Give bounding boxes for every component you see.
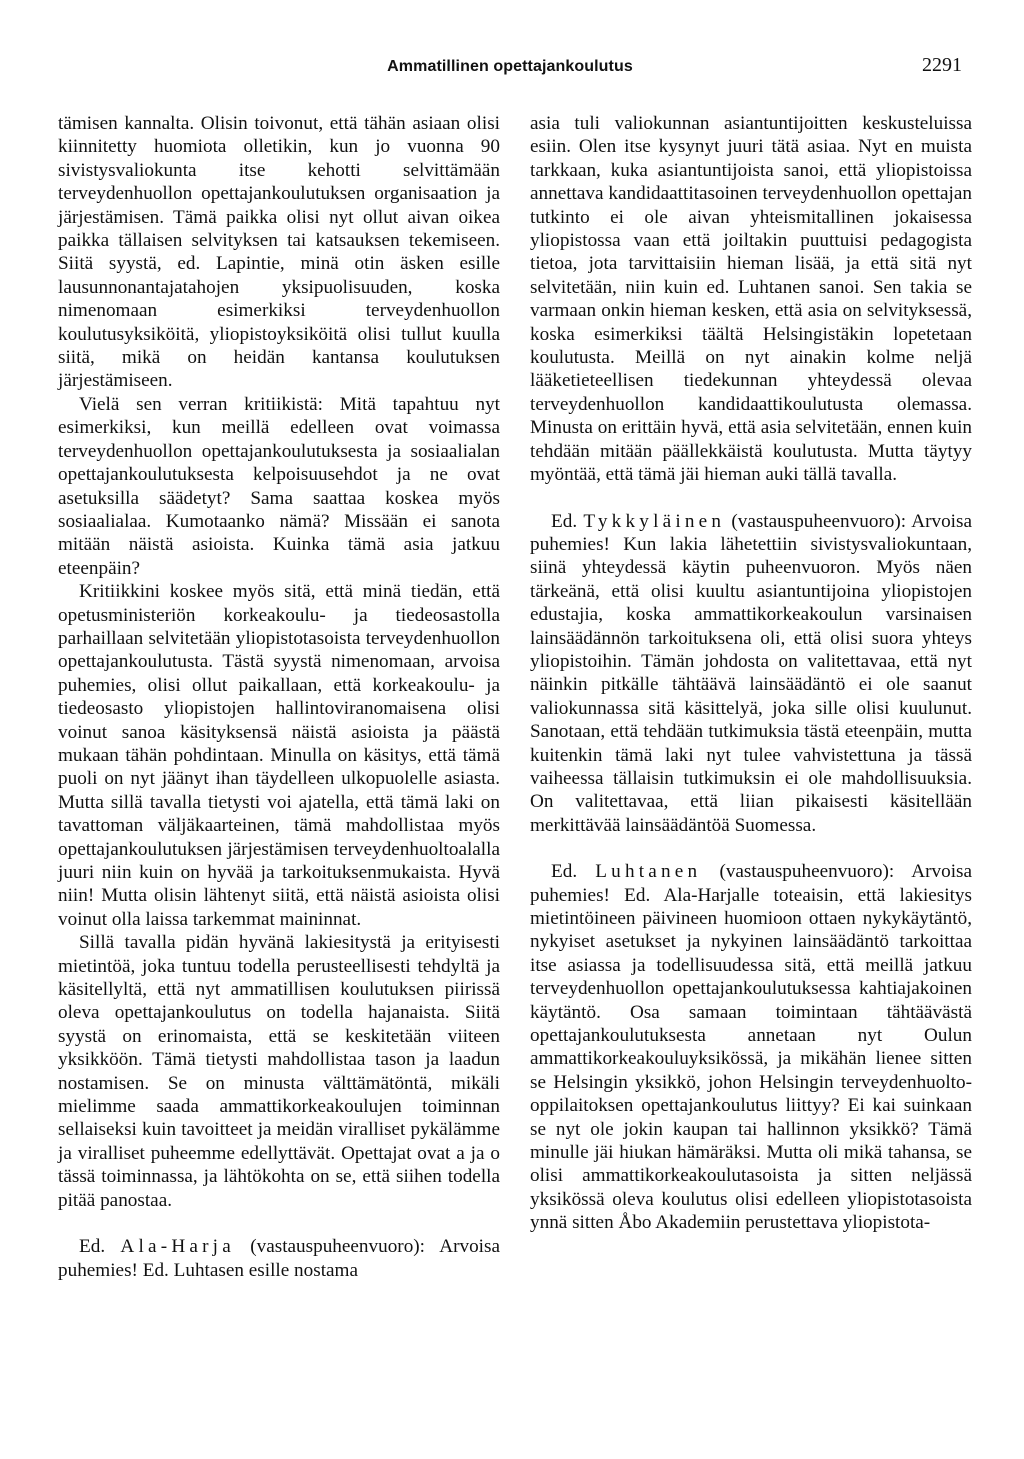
speaker-name: Ala-Harja — [120, 1236, 235, 1258]
speaker-name: Tykkyläinen — [583, 510, 726, 532]
right-column — [530, 112, 972, 1235]
running-title: Ammatillinen opettajankoulutus — [387, 58, 633, 75]
paragraph: tämisen kannalta. Olisin toivonut, että tähän asiaan olisi kiinnitetty huomiota olletikin, kun jo vuonna 90 sivistysvaliokunta itse kehotti selvittämään terveydenhuollon opettajankoulutuksen organisaation ja järjestämisen. Tämä paikka olisi nyt ollut aivan oikea paikka tällaisen selvityksen tai katsauksen tekemiseen. Siitä syystä, ed. Lapintie, minä otin äsken esille lausunnonantajatahojen yksipuolisuuden, koska nimenomaan esimerkiksi terveydenhuollon koulutusyksiköitä, yliopistoyksiköitä olisi tullut kuulla siitä, mikä on heidän kantansa koulutuksen järjestämiseen. — [58, 113, 500, 392]
speech-paragraph — [530, 510, 972, 838]
speech-text: (vastauspuheenvuoro): Arvoisa puhemies! Ed. Luhtasen esille nostama — [58, 1236, 500, 1281]
speech-paragraph — [58, 1235, 500, 1282]
paragraph: Vielä sen verran kritiikistä: Mitä tapahtuu nyt esimerkiksi, kun meillä edelleen ovat voimassa terveydenhuollon opettajankoulutuksesta ja sosiaalialan opettajankoulutuksesta kelpoisuusehdot ja ne ovat asetuksilla säädetyt? Sama saattaa koskea myös sosiaalialaa. Kumotaanko nämä? Missään ei sanota mitään näistä asioista. Kuinka tämä asia jatkuu eteenpäin? — [58, 393, 500, 579]
speech-paragraph — [530, 860, 972, 1235]
speaker-prefix: Ed. — [551, 510, 578, 532]
paragraph: Sillä tavalla pidän hyvänä lakiesitystä ja erityisesti mietintöä, joka tuntuu todella perusteellisesti tehdyltä ja käsitellyltä, että nyt ammatillisen koulutuksen piirissä oleva opettajankoulutus on todella hajanaista. Siitä syystä on erinomaista, että se keskitetään viiteen yksikköön. Tämä tietysti mahdollistaa tason ja laadun nostamisen. Se on minusta välttämätöntä, mikäli mielimme saada ammattikorkeakoulujen toiminnan sellaiseksi kuin tavoitteet ja meidän viralliset pykälämme ja viralliset puheemme edellyttävät. Opettajat ovat a ja o tässä toiminnassa, ja lähtökohta on se, että siihen todella pitää panostaa. — [58, 932, 500, 1211]
speech-text: (vastauspuheenvuoro): Arvoisa puhemies! Kun lakia lähetettiin sivistysvaliokuntaan, siinä yhteydessä käytin puheenvuoron. Myös näen tärkeänä, että olisi kuultu asiantuntijoina yliopistojen edustajia, koska ammattikorkeakoulun varsinaisen lainsäädännön tarkoituksena oli, että olisi suora yhteys yliopistoihin. Tämän johdosta on valitettavaa, että nyt näinkin pitkälle tähtäävä lainsäädäntö ei ole saanut valiokunnassa sitä käsittelyä, joka sille olisi kuulunut. Sanotaan, että tehdään tutkimuksia tästä eteenpäin, mutta kuitenkin tämä laki nyt tulee vahvistettuna ja tässä vaiheessa tällaisin tutkimuksin ei ole mahdollisuuksia. On valitettavaa, että liian pikaisesti käsitellään merkittävää lainsäädäntöä Suomessa. — [530, 510, 972, 836]
speaker-name: Luhtanen — [595, 861, 702, 883]
speaker-prefix: Ed. — [79, 1236, 106, 1258]
page-number: 2291 — [922, 54, 962, 76]
speaker-prefix: Ed. — [551, 861, 578, 883]
paragraph: Kritiikkini koskee myös sitä, että minä tiedän, että opetusministeriön korkeakoulu- ja tiedeosastolla parhaillaan selvitetään yliopistotasoista terveydenhuollon opettajankoulutusta. Tästä syystä nimenomaan, arvoisa puhemies, olisi ollut paikallaan, että korkeakoulu- ja tiedeosasto yliopistojen hallintoviranomaisena olisi voinut sanoa käsityksensä näistä asioista ja päästä mukaan tähän pohdintaan. Minulla on käsitys, että tämä puoli on nyt jäänyt ihan täydelleen ulkopuolelle asiasta. Mutta sillä tavalla tietysti voi ajatella, että tämä laki on tavattoman väljäkaarteinen, tämä mahdollistaa myös opettajankoulutuksen järjestämisen terveydenhuoltoalalla juuri niin kuin on hyvää ja tarkoituksenmukaista. Hyvä niin! Mutta olisin lähtenyt siitä, että näistä asioista olisi voinut olla laissa tarkemmat maininnat. — [58, 581, 500, 930]
paragraph: asia tuli valiokunnan asiantuntijoitten keskusteluissa esiin. Olen itse kysynyt juuri tätä asiaa. Nyt en muista tarkkaan, kuka asiantuntijoista sanoi, että yliopistoissa annettava kandidaattitasoinen terveydenhuollon opettajan tutkinto ei ole aivan yhteismitallinen jokaisessa yliopistossa vaan että joiltakin puuttuisi pedagogista tietoa, jota tarvittaisiin hieman lisää, ja että sitä nyt selvitetään, niin kuin ed. Luhtanen sanoi. Sen takia se varmaan onkin hieman kesken, että asia on selvityksessä, koska esimerkiksi täältä Helsingistäkin lopetetaan koulutusta. Meillä on nyt ainakin kolme neljä lääketieteellisen tiedekunnan yhteydessä olevaa terveydenhuollon kandidaattikoulutusta olemassa. Minusta on erittäin hyvä, että asia selvitetään, ennen kuin tehdään mitään päällekkäistä koulutusta. Mutta täytyy myöntää, että tämä jäi hieman auki tällä tavalla. — [530, 113, 972, 486]
page-header — [58, 52, 962, 80]
speech-text: (vastauspuheenvuoro): Arvoisa puhemies! Ed. Ala-Harjalle toteaisin, että lakiesitys mietintöineen päivineen huomioon ottaen nykykäytäntö, nykyiset asetukset ja nykyinen lainsäädäntö tarkoittaa itse asiassa ja todellisuudessa sitä, että meillä jatkuu terveydenhuollon opettajankoulutuksessa kahtiajakoinen käytäntö. Osa samaan toimintaan tähtäävästä opettajankoulutuksesta annetaan nyt Oulun ammattikorkeakouluyksikössä, ja mikähän lienee sitten se Helsingin yksikkö, johon Helsingin terveydenhuolto-oppilaitoksen opettajankoulutus liittyy? Ei kai suinkaan se nyt ole jokin kaupan tai hallinnon yksikkö? Tämä minulle jäi hiukan hämäräksi. Mutta oli mikä tahansa, se olisi ammattikorkeakoulutasoista ja sitten neljässä yksikössä oleva koulutus olisi edelleen yliopistotasoista ynnä sitten Åbo Akademiin perustettava yliopistota- — [530, 861, 973, 1234]
left-column — [58, 112, 500, 1282]
